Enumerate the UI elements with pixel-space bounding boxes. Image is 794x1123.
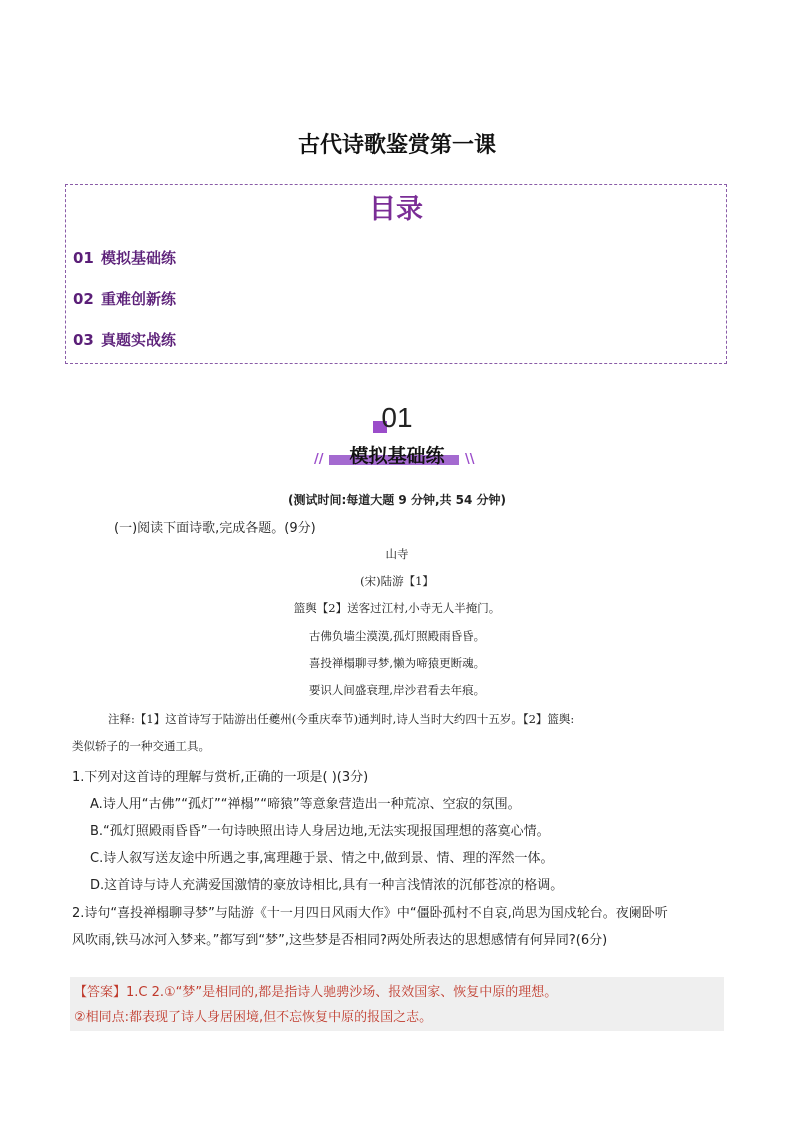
toc-item-3[interactable] <box>73 329 176 350</box>
toc-item-label: 真题实战练 <box>101 331 177 349</box>
question-1-stem: 1.下列对这首诗的理解与赏析,正确的一项是( )(3分) <box>72 770 369 785</box>
slash-decoration-right: \\ <box>465 452 475 467</box>
question-1-option-a: A.诗人用“古佛”“孤灯”“禅榻”“啼猿”等意象营造出一种荒凉、空寂的氛围。 <box>90 797 521 812</box>
question-2-line2: 风吹雨,铁马冰河入梦来。”都写到“梦”,这些梦是否相同?两处所表达的思想感情有何异同?(6分) <box>72 933 608 948</box>
poem-line: 喜投禅榻聊寻梦,懒为啼猿更断魂。 <box>308 656 486 670</box>
toc-item-number: 03 <box>73 331 94 349</box>
section-number: 01 <box>381 402 413 433</box>
table-of-contents <box>65 184 727 364</box>
poem-note-line1: 注释:【1】这首诗写于陆游出任夔州(今重庆奉节)通判时,诗人当时大约四十五岁。【2】篮舆: <box>108 712 575 726</box>
answer-line1 <box>74 981 557 1000</box>
poem-line: 要识人间盛衰理,岸沙君看去年痕。 <box>308 683 486 697</box>
toc-item-2[interactable] <box>73 288 176 309</box>
poem-title: 山寺 <box>385 547 409 561</box>
poem-line: 古佛负墙尘漠漠,孤灯照殿雨昏昏。 <box>308 629 486 643</box>
toc-item-number: 02 <box>73 290 94 308</box>
section-title: 模拟基础练 <box>349 445 445 467</box>
toc-item-label: 重难创新练 <box>101 290 177 308</box>
slash-decoration-left: // <box>314 452 324 467</box>
answer-text-1: 1.C 2.①“梦”是相同的,都是指诗人驰骋沙场、报效国家、恢复中原的理想。 <box>126 985 558 1000</box>
question-1-option-b: B.“孤灯照殿雨昏昏”一句诗映照出诗人身居边地,无法实现报国理想的落寞心情。 <box>90 824 550 839</box>
poem-line: 篮舆【2】送客过江村,小寺无人半掩门。 <box>293 601 501 615</box>
reading-intro: (一)阅读下面诗歌,完成各题。(9分) <box>114 521 316 536</box>
poem-author: (宋)陆游【1】 <box>360 574 434 588</box>
poem-note-line2: 类似轿子的一种交通工具。 <box>72 739 210 753</box>
toc-item-number: 01 <box>73 249 94 267</box>
toc-item-label: 模拟基础练 <box>101 249 177 267</box>
question-1-option-c: C.诗人叙写送友途中所遇之事,寓理趣于景、情之中,做到景、情、理的浑然一体。 <box>90 851 554 866</box>
answer-label: 【答案】 <box>74 985 127 1000</box>
answer-line2: ②相同点:都表现了诗人身居困境,但不忘恢复中原的报国之志。 <box>74 1010 433 1025</box>
question-1-option-d: D.这首诗与诗人充满爱国激情的豪放诗相比,具有一种言浅情浓的沉郁苍凉的格调。 <box>90 878 564 893</box>
toc-item-1[interactable] <box>73 247 176 268</box>
toc-heading: 目录 <box>369 194 423 225</box>
document-title: 古代诗歌鉴赏第一课 <box>297 133 496 158</box>
question-2-line1: 2.诗句“喜投禅榻聊寻梦”与陆游《十一月四日风雨大作》中“僵卧孤村不自哀,尚思为国戍轮台。夜阑卧听 <box>72 906 668 921</box>
test-time-note: (测试时间:每道大题 9 分钟,共 54 分钟) <box>287 493 507 507</box>
